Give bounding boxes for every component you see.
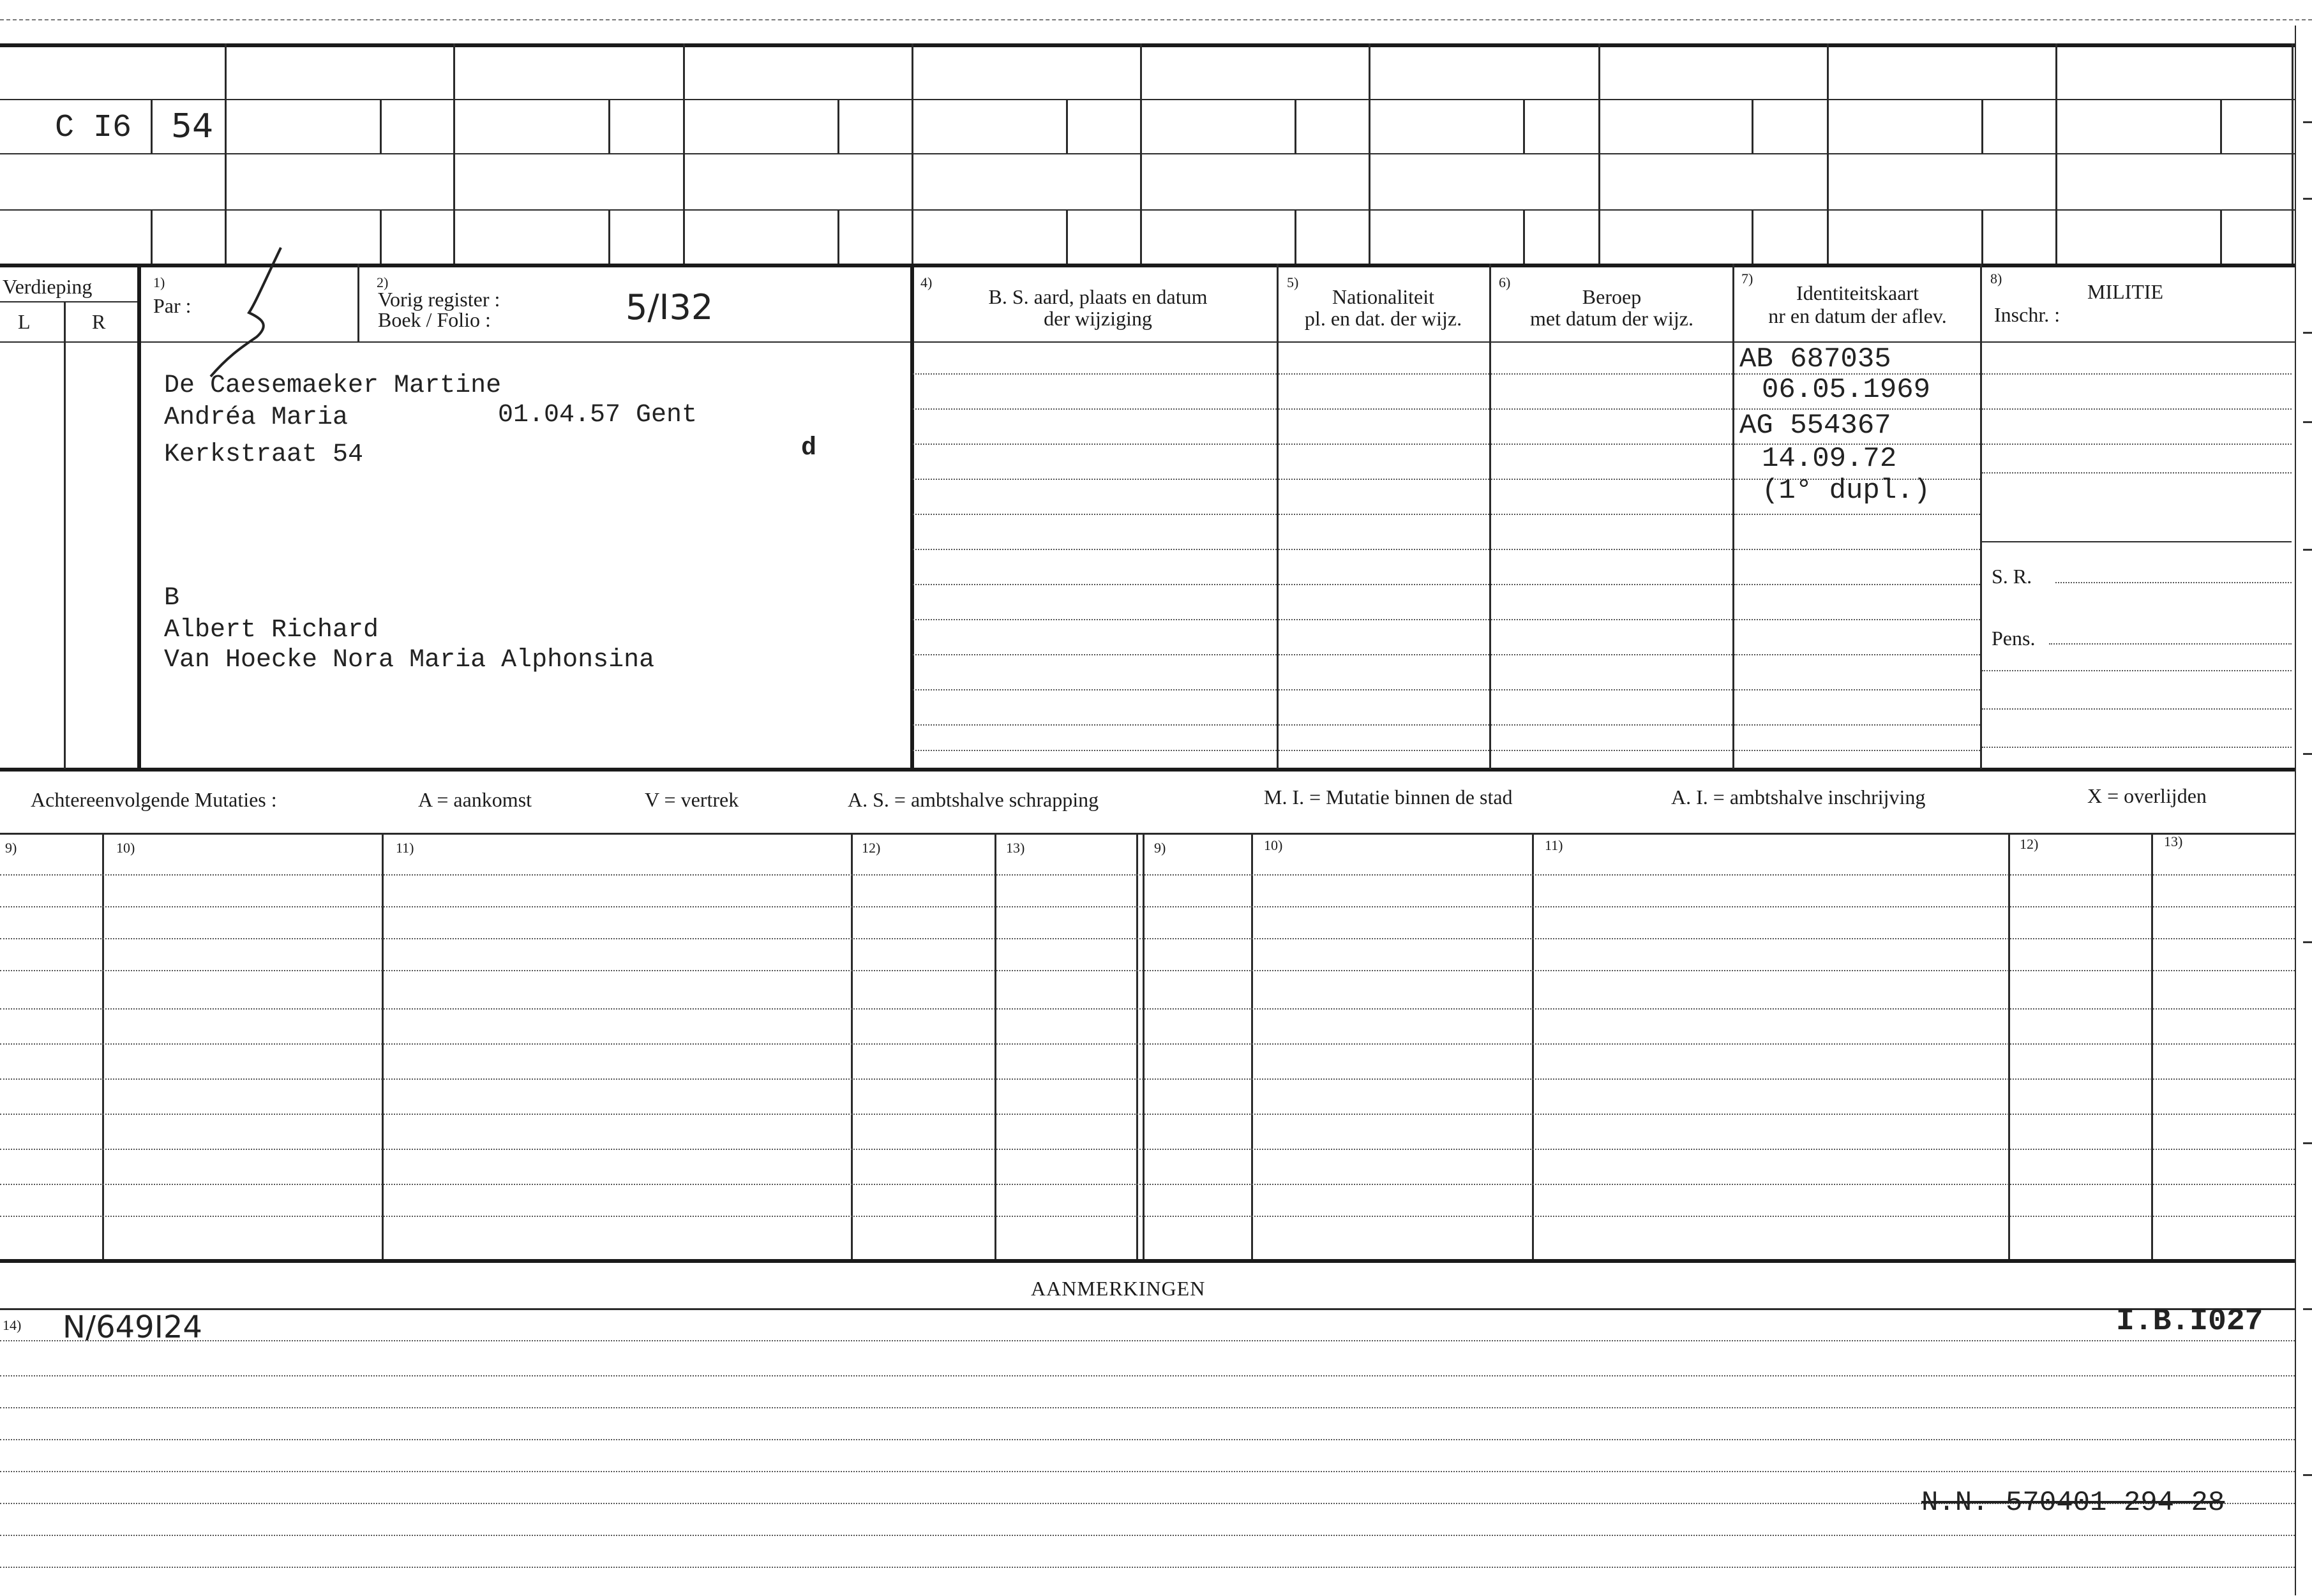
col4-num: 4) (920, 274, 933, 290)
record-number: 54 (171, 107, 214, 145)
col8-inschr: Inschr. : (1994, 303, 2061, 326)
id-card-2: AG 554367 (1739, 410, 1891, 442)
id-date-1: 06.05.1969 (1762, 374, 1931, 406)
floor-title: Verdieping (3, 275, 93, 298)
id-note: (1° dupl.) (1762, 475, 1931, 507)
legend-x: X = overlijden (2087, 784, 2207, 807)
par-label: Par : (153, 294, 191, 317)
remarks-title: AANMERKINGEN (1031, 1277, 1206, 1300)
vorig-num: 2) (377, 274, 389, 290)
floor-right: R (92, 310, 106, 333)
mut-col12-left: 12) (862, 840, 881, 856)
remarks-num: 14) (3, 1317, 22, 1333)
person-birth: 01.04.57 Gent (498, 401, 698, 429)
legend-mi: M. I. = Mutatie binnen de stad (1264, 786, 1513, 809)
col6-line2: met datum der wijz. (1530, 307, 1693, 330)
col4-line1: B. S. aard, plaats en datum (988, 285, 1208, 308)
col7-line2: nr en datum der aflev. (1768, 304, 1947, 327)
col4-line2: der wijziging (1044, 307, 1152, 330)
mut-col12-right: 12) (2020, 836, 2039, 852)
col8-pens: Pens. (1992, 627, 2036, 650)
col7-line1: Identiteitskaart (1796, 281, 1919, 304)
col6-line1: Beroep (1582, 285, 1642, 308)
legend-as: A. S. = ambtshalve schrapping (848, 788, 1099, 811)
col6-num: 6) (1499, 274, 1511, 290)
col5-line2: pl. en dat. der wijz. (1304, 307, 1462, 330)
signature-stroke (204, 242, 319, 389)
col5-line1: Nationaliteit (1332, 285, 1434, 308)
mut-col9-left: 9) (5, 840, 17, 856)
person-mark: d (801, 434, 817, 463)
mut-col13-right: 13) (2164, 833, 2183, 849)
mut-col11-right: 11) (1545, 837, 1563, 853)
vorig-line1: Vorig register : (378, 288, 500, 311)
remarks-ref: I.B.I027 (2116, 1304, 2263, 1339)
col8-sr: S. R. (1992, 565, 2032, 588)
mut-col11-left: 11) (396, 840, 414, 856)
person-address: Kerkstraat 54 (164, 440, 364, 469)
vorig-value: 5/I32 (626, 287, 714, 327)
person-firstnames: Andréa Maria (164, 403, 349, 432)
vorig-line2: Boek / Folio : (378, 308, 491, 331)
record-section: C I6 (55, 110, 132, 146)
top-edge (0, 19, 2312, 20)
col5-num: 5) (1287, 274, 1299, 290)
person-mother: Van Hoecke Nora Maria Alphonsina (164, 646, 655, 675)
person-name: De Caesemaeker Martine (164, 371, 502, 400)
floor-left: L (18, 310, 31, 333)
id-card-1: AB 687035 (1739, 343, 1891, 375)
col8-num: 8) (1990, 271, 2002, 287)
legend-title: Achtereenvolgende Mutaties : (31, 788, 277, 811)
remarks-code: N/649I24 (63, 1309, 202, 1345)
person-b-label: B (164, 584, 180, 613)
person-father: Albert Richard (164, 616, 379, 645)
col7-num: 7) (1741, 271, 1753, 287)
legend-ai: A. I. = ambtshalve inschrijving (1671, 786, 1926, 809)
id-date-2: 14.09.72 (1762, 443, 1897, 475)
mut-col10-left: 10) (116, 840, 135, 856)
remarks-nn: N.N. 570401 294 28 (1921, 1487, 2225, 1519)
legend-v: V = vertrek (645, 788, 739, 811)
mut-col10-right: 10) (1264, 837, 1283, 853)
mut-col9-right: 9) (1154, 840, 1166, 856)
legend-a: A = aankomst (418, 788, 532, 811)
col8-title: MILITIE (2087, 280, 2164, 303)
par-num: 1) (153, 274, 165, 290)
mut-col13-left: 13) (1006, 840, 1025, 856)
